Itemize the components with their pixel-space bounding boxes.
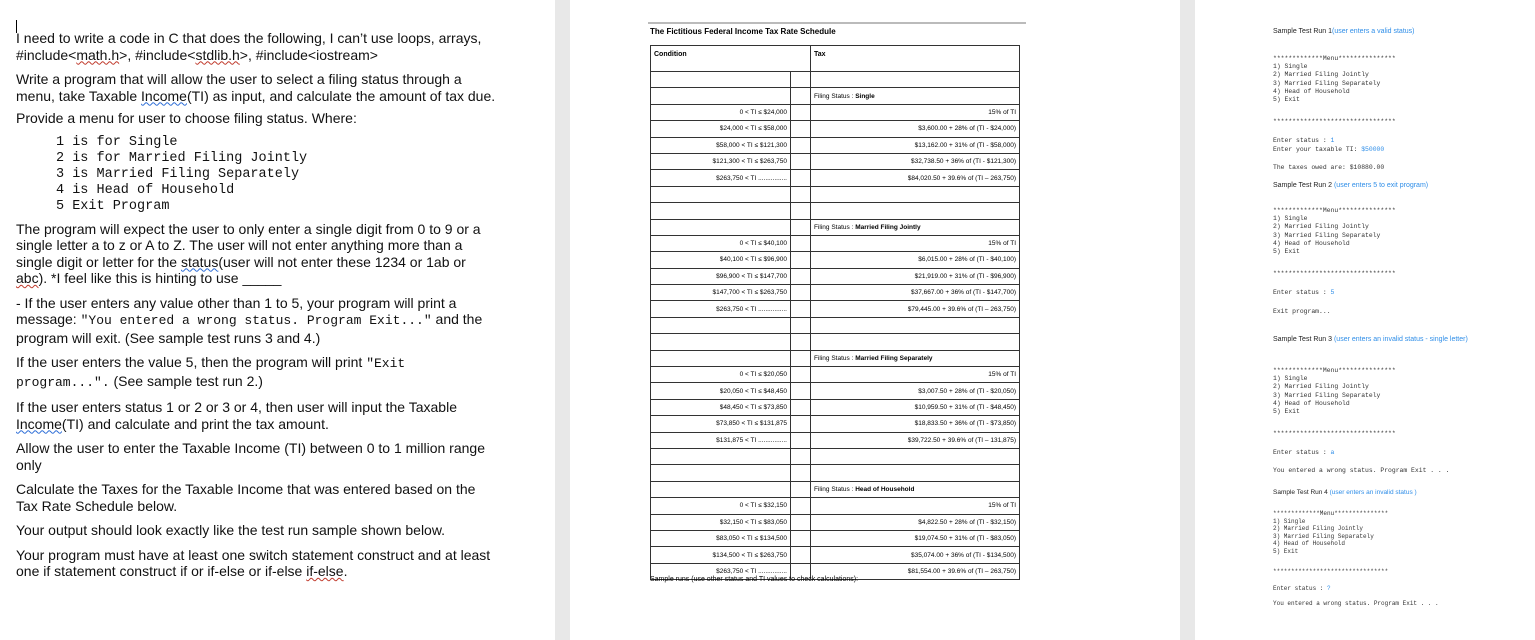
table-spacer-row (651, 334, 1020, 350)
tax-cell: $37,667.00 + 36% of (TI - $147,700) (811, 285, 1020, 301)
filing-status-row (651, 481, 1020, 497)
status-menu-list (56, 135, 496, 215)
paragraph-ti-range: Allow the user to enter the Taxable Income (TI) between 0 to 1 million range only (16, 440, 485, 473)
paragraph-exit: If the user enters the value 5, then the program will print "Exit program...". (See sample test run 2.) (16, 354, 406, 390)
menu-line: 1 is for Single (56, 134, 178, 150)
condition-cell: $48,450 < TI ≤ $73,850 (651, 399, 791, 415)
run4-title: Sample Test Run 4 (user enters an invalid status ) (1273, 489, 1417, 496)
menu-line: 3 is Married Filing Separately (56, 166, 300, 182)
filing-status-row (651, 88, 1020, 104)
sample-runs-page (1195, 0, 1535, 640)
table-row (651, 137, 1020, 153)
tax-schedule-page (570, 0, 1180, 640)
run4-menu: *************Menu*************** 1) Single 2) Married Filing Jointly 3) Married Filing Separately 4) Head of Household 5) Exit (1273, 510, 1389, 555)
paragraph-valid-status: If the user enters status 1 or 2 or 3 or 4, then user will input the Taxable Income(TI) and calculate and print the tax amount. (16, 399, 457, 432)
table-row (651, 399, 1020, 415)
tax-header: Tax (811, 46, 1020, 72)
sample-runs-note: Sample runs (use other status and TI values to check calculations): (650, 576, 859, 583)
tax-rate-table (650, 45, 1020, 580)
intro-line: I need to write a code in C that does the following, I can’t use loops, arrays, #include<math.h>, #include<stdlib.h>, #include<iostream> (16, 30, 482, 63)
table-header-row (651, 46, 1020, 72)
condition-header: Condition (651, 46, 811, 72)
tax-cell: $4,822.50 + 28% of (TI - $32,150) (811, 514, 1020, 530)
filing-status-label: Filing Status : Head of Household (811, 481, 1020, 497)
table-row (651, 235, 1020, 251)
condition-cell: $20,050 < TI ≤ $48,450 (651, 383, 791, 399)
table-row (651, 170, 1020, 186)
run1-result: The taxes owed are: $10880.00 (1273, 164, 1385, 171)
table-spacer-row (651, 72, 1020, 88)
tax-cell: $19,074.50 + 31% of (TI - $83,050) (811, 530, 1020, 546)
table-spacer-row (651, 186, 1020, 202)
paragraph-invalid-status: - If the user enters any value other than 1 to 5, your program will print a message: "You entered a wrong status. Program Exit..." and the program will exit. (See sample test runs 3 and 4.) (16, 294, 483, 346)
run1-menu: *************Menu*************** 1) Single 2) Married Filing Jointly 3) Married Filing Separately 4) Head of Household 5) Exit (1273, 55, 1396, 104)
table-row (651, 416, 1020, 432)
condition-cell: 0 < TI ≤ $24,000 (651, 104, 791, 120)
paragraph-output: Your output should look exactly like the test run sample shown below. (16, 522, 446, 538)
condition-cell: $58,000 < TI ≤ $121,300 (651, 137, 791, 153)
tax-cell: $10,959.50 + 31% of (TI - $48,450) (811, 399, 1020, 415)
tax-cell: 15% of TI (811, 498, 1020, 514)
menu-line: 2 is for Married Filing Jointly (56, 150, 308, 166)
condition-cell: $263,750 < TI ................ (651, 563, 791, 579)
filing-status-label: Filing Status : Married Filing Separately (811, 350, 1020, 366)
table-row (651, 547, 1020, 563)
table-row (651, 432, 1020, 448)
condition-cell: $40,100 < TI ≤ $96,900 (651, 252, 791, 268)
paragraph-calculate: Calculate the Taxes for the Taxable Income that was entered based on the Tax Rate Schedule below. (16, 481, 476, 514)
filing-status-row (651, 350, 1020, 366)
table-spacer-row (651, 317, 1020, 333)
filing-status-row (651, 219, 1020, 235)
condition-cell: 0 < TI ≤ $20,050 (651, 367, 791, 383)
paragraph-provide-menu: Provide a menu for user to choose filing status. Where: (16, 110, 357, 126)
filing-status-label: Filing Status : Married Filing Jointly (811, 219, 1020, 235)
condition-cell: $24,000 < TI ≤ $58,000 (651, 121, 791, 137)
table-spacer-row (651, 448, 1020, 464)
table-row (651, 121, 1020, 137)
run3-stars: ******************************** (1273, 430, 1396, 437)
table-row (651, 268, 1020, 284)
tax-cell: $81,554.00 + 39.6% of (TI – 263,750) (811, 563, 1020, 579)
condition-cell: $263,750 < TI ................ (651, 170, 791, 186)
paragraph-menu-intro: Write a program that will allow the user to select a filing status through a menu, take Taxable Income(TI) as input, and calculate the amount of tax due. (16, 71, 496, 104)
schedule-title: The Fictitious Federal Income Tax Rate Schedule (650, 27, 836, 36)
tax-cell: $79,445.00 + 39.6% of (TI – 263,750) (811, 301, 1020, 317)
run2-status-line: Enter status : 5 (1273, 289, 1335, 296)
table-row (651, 530, 1020, 546)
run4-stars: ******************************** (1273, 568, 1389, 575)
table-row (651, 498, 1020, 514)
table-row (651, 285, 1020, 301)
menu-line: 5 Exit Program (56, 198, 170, 214)
table-spacer-row (651, 203, 1020, 219)
tax-cell: $84,020.50 + 39.6% of (TI – 263,750) (811, 170, 1020, 186)
run4-status-line: Enter status : ? (1273, 585, 1331, 592)
menu-line: 4 is Head of Household (56, 182, 235, 198)
tax-cell: $35,074.00 + 36% of (TI - $134,500) (811, 547, 1020, 563)
tax-cell: $13,162.00 + 31% of (TI - $58,000) (811, 137, 1020, 153)
table-row (651, 367, 1020, 383)
table-spacer-row (651, 465, 1020, 481)
tax-cell: $39,722.50 + 39.6% of (TI – 131,875) (811, 432, 1020, 448)
filing-status-label: Filing Status : Single (811, 88, 1020, 104)
condition-cell: $263,750 < TI ................ (651, 301, 791, 317)
tax-cell: 15% of TI (811, 367, 1020, 383)
tax-cell: $6,015.00 + 28% of (TI - $40,100) (811, 252, 1020, 268)
table-row (651, 252, 1020, 268)
table-row (651, 383, 1020, 399)
condition-cell: $121,300 < TI ≤ $263,750 (651, 153, 791, 169)
condition-cell: $134,500 < TI ≤ $263,750 (651, 547, 791, 563)
condition-cell: $32,150 < TI ≤ $83,050 (651, 514, 791, 530)
table-row (651, 104, 1020, 120)
table-row (651, 153, 1020, 169)
run2-stars: ******************************** (1273, 270, 1396, 277)
paragraph-input-rules: The program will expect the user to only enter a single digit from 0 to 9 or a single letter a to z or A to Z. The user will not enter anything more than a single digit or letter for the status(user will not enter these 1234 or 1ab or abc). *I feel like this is hinting to use _____ (16, 220, 481, 286)
run2-title: Sample Test Run 2 (user enters 5 to exit program) (1273, 182, 1429, 189)
tax-cell: $3,007.50 + 28% of (TI - $20,050) (811, 383, 1020, 399)
tax-cell: $21,919.00 + 31% of (TI - $96,900) (811, 268, 1020, 284)
table-row (651, 514, 1020, 530)
paragraph-constructs: Your program must have at least one switch statement construct and at least one if statement construct if or if-else or if-else if-else. (16, 546, 491, 579)
condition-cell: 0 < TI ≤ $32,150 (651, 498, 791, 514)
tax-cell: 15% of TI (811, 104, 1020, 120)
run1-stars: ******************************** (1273, 118, 1396, 125)
problem-statement-page (0, 0, 555, 640)
tax-cell: $3,600.00 + 28% of (TI - $24,000) (811, 121, 1020, 137)
run2-menu: *************Menu*************** 1) Single 2) Married Filing Jointly 3) Married Filing Separately 4) Head of Household 5) Exit (1273, 207, 1396, 256)
run3-menu: *************Menu*************** 1) Single 2) Married Filing Jointly 3) Married Filing Separately 4) Head of Household 5) Exit (1273, 367, 1396, 416)
run4-result: You entered a wrong status. Program Exit . . . (1273, 600, 1439, 607)
run3-title: Sample Test Run 3 (user enters an invalid status - single letter) (1273, 336, 1468, 343)
tax-cell: $18,833.50 + 36% of (TI - $73,850) (811, 416, 1020, 432)
tax-cell: 15% of TI (811, 235, 1020, 251)
run1-title: Sample Test Run 1(user enters a valid status) (1273, 28, 1415, 35)
condition-cell: $147,700 < TI ≤ $263,750 (651, 285, 791, 301)
condition-cell: $96,900 < TI ≤ $147,700 (651, 268, 791, 284)
run2-result: Exit program... (1273, 308, 1331, 315)
run3-status-line: Enter status : a (1273, 449, 1335, 456)
condition-cell: $131,875 < TI ................ (651, 432, 791, 448)
run1-ti-line: Enter your taxable TI: $50000 (1273, 146, 1385, 153)
condition-cell: 0 < TI ≤ $40,100 (651, 235, 791, 251)
table-row (651, 301, 1020, 317)
run3-result: You entered a wrong status. Program Exit . . . (1273, 467, 1450, 474)
title-divider (648, 22, 1026, 24)
tax-cell: $32,738.50 + 36% of (TI - $121,300) (811, 153, 1020, 169)
problem-text (16, 30, 496, 580)
condition-cell: $73,850 < TI ≤ $131,875 (651, 416, 791, 432)
condition-cell: $83,050 < TI ≤ $134,500 (651, 530, 791, 546)
run1-status-line: Enter status : 1 (1273, 137, 1335, 144)
